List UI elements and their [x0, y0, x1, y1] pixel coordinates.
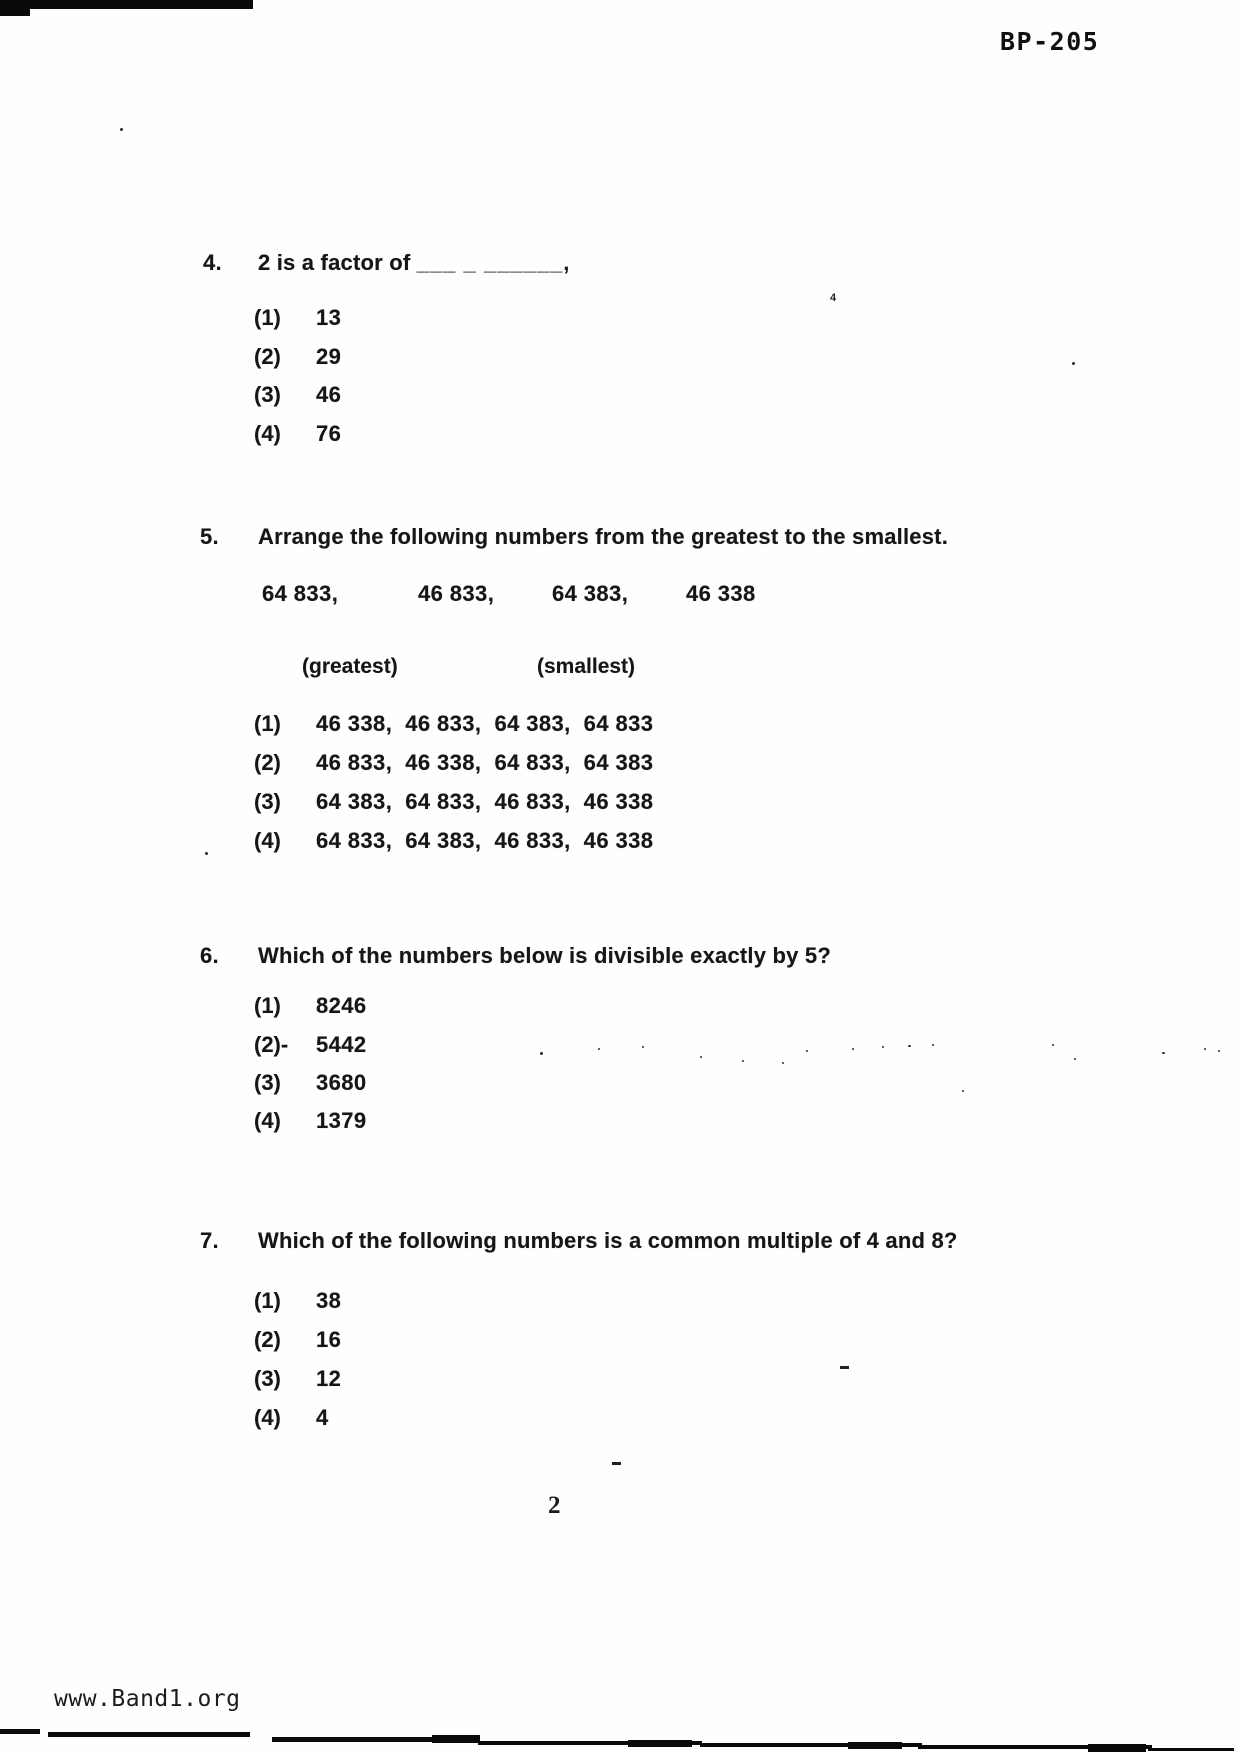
option-label: (1) — [254, 711, 281, 736]
scan-speck — [962, 1090, 964, 1092]
q7-option-1 — [254, 1288, 341, 1314]
scan-speck — [1072, 362, 1075, 365]
scan-artifact-bottom-line — [432, 1735, 480, 1743]
q4-number: 4. — [203, 250, 222, 275]
option-label: (1) — [254, 1288, 281, 1313]
option-label: (3) — [254, 1366, 281, 1391]
scan-speck — [1204, 1048, 1206, 1050]
q7-option-3 — [254, 1366, 341, 1392]
q6-option-3 — [254, 1070, 367, 1096]
q4-question-line — [258, 250, 570, 276]
option-label: (2) — [254, 344, 281, 369]
option-value: 38 — [316, 1288, 342, 1313]
scan-speck — [882, 1046, 884, 1048]
q5-given-number-3: 64 383, — [552, 581, 629, 606]
option-label: (3) — [254, 382, 281, 407]
scan-artifact-bottom-line — [1088, 1744, 1146, 1752]
option-label: (2) — [254, 750, 281, 775]
scan-artifact-bottom-line — [1148, 1748, 1234, 1751]
scan-speck — [1162, 1052, 1165, 1054]
q5-option-3 — [254, 789, 653, 815]
option-label: (3) — [254, 789, 281, 814]
option-value: 46 338, 46 833, 64 383, 64 833 — [316, 711, 654, 736]
q6-option-1 — [254, 993, 367, 1019]
q7-option-2 — [254, 1327, 341, 1353]
scan-speck — [742, 1060, 744, 1062]
q5-given-number-1: 64 833, — [262, 581, 339, 606]
scan-speck — [908, 1045, 911, 1047]
option-value: 12 — [316, 1366, 342, 1391]
scan-artifact-top-bar — [0, 0, 253, 9]
q6-option-4 — [254, 1108, 367, 1134]
option-label: (2) — [254, 1327, 281, 1352]
option-value: 4 — [316, 1405, 329, 1430]
scan-artifact-bottom-line — [848, 1742, 902, 1749]
scan-speck: 4 — [830, 292, 837, 304]
q5-number: 5. — [200, 524, 219, 549]
q7-number: 7. — [200, 1228, 219, 1253]
scan-speck — [1218, 1050, 1220, 1052]
q5-greatest-label: (greatest) — [302, 655, 398, 678]
option-label: (2)- — [254, 1032, 289, 1057]
option-value: 1379 — [316, 1108, 367, 1133]
paper-code: BP-205 — [1000, 27, 1100, 56]
scan-speck — [205, 852, 208, 855]
scan-artifact-bottom-line — [48, 1732, 250, 1737]
q4-option-2 — [254, 344, 341, 370]
option-value: 8246 — [316, 993, 367, 1018]
q4-text: 2 is a factor of — [258, 250, 417, 275]
q6-text: Which of the numbers below is divisible exactly by 5? — [258, 943, 831, 968]
q5-text: Arrange the following numbers from the greatest to the smallest. — [258, 524, 949, 549]
option-value: 64 833, 64 383, 46 833, 46 338 — [316, 828, 654, 853]
q7-option-4 — [254, 1405, 329, 1431]
scan-artifact-bottom-line — [0, 1729, 40, 1734]
option-value: 29 — [316, 344, 342, 369]
scan-speck — [700, 1056, 702, 1058]
q4-option-1 — [254, 305, 341, 331]
option-value: 76 — [316, 421, 342, 446]
q5-option-1 — [254, 711, 653, 737]
scan-dash-speck — [612, 1462, 621, 1465]
option-label: (1) — [254, 993, 281, 1018]
option-value: 46 — [316, 382, 342, 407]
q6-number: 6. — [200, 943, 219, 968]
watermark: www.Band1.org — [54, 1686, 241, 1712]
q5-option-4 — [254, 828, 653, 854]
option-value: 3680 — [316, 1070, 367, 1095]
q5-given-number-2: 46 833, — [418, 581, 495, 606]
scan-speck — [1052, 1044, 1054, 1046]
q4-option-4 — [254, 421, 341, 447]
option-value: 13 — [316, 305, 342, 330]
scan-dash-speck — [840, 1366, 849, 1369]
option-value: 16 — [316, 1327, 342, 1352]
option-value: 46 833, 46 338, 64 833, 64 383 — [316, 750, 654, 775]
scan-artifact-bottom-line — [628, 1740, 692, 1747]
q4-option-3 — [254, 382, 341, 408]
scan-speck — [806, 1050, 808, 1052]
scan-speck — [1074, 1058, 1076, 1060]
scan-speck — [782, 1062, 784, 1064]
q5-smallest-label: (smallest) — [537, 655, 636, 678]
scan-speck — [642, 1046, 644, 1048]
q4-answer-blank: ___ _ ______, — [416, 250, 571, 275]
q7-text: Which of the following numbers is a common multiple of 4 and 8? — [258, 1228, 958, 1253]
scan-speck — [540, 1052, 543, 1055]
option-label: (4) — [254, 421, 281, 446]
scan-artifact-top-corner — [0, 0, 30, 16]
q5-given-number-4: 46 338 — [686, 581, 756, 606]
scan-speck — [598, 1048, 600, 1050]
option-label: (4) — [254, 1405, 281, 1430]
option-label: (3) — [254, 1070, 281, 1095]
scan-speck — [852, 1048, 854, 1050]
q6-option-2 — [254, 1032, 367, 1058]
scan-speck — [120, 128, 123, 131]
option-label: (4) — [254, 1108, 281, 1133]
q5-option-2 — [254, 750, 653, 776]
option-label: (4) — [254, 828, 281, 853]
option-value: 64 383, 64 833, 46 833, 46 338 — [316, 789, 654, 814]
option-value: 5442 — [316, 1032, 367, 1057]
page-number: 2 — [548, 1492, 561, 1519]
option-label: (1) — [254, 305, 281, 330]
scan-speck — [932, 1044, 934, 1046]
